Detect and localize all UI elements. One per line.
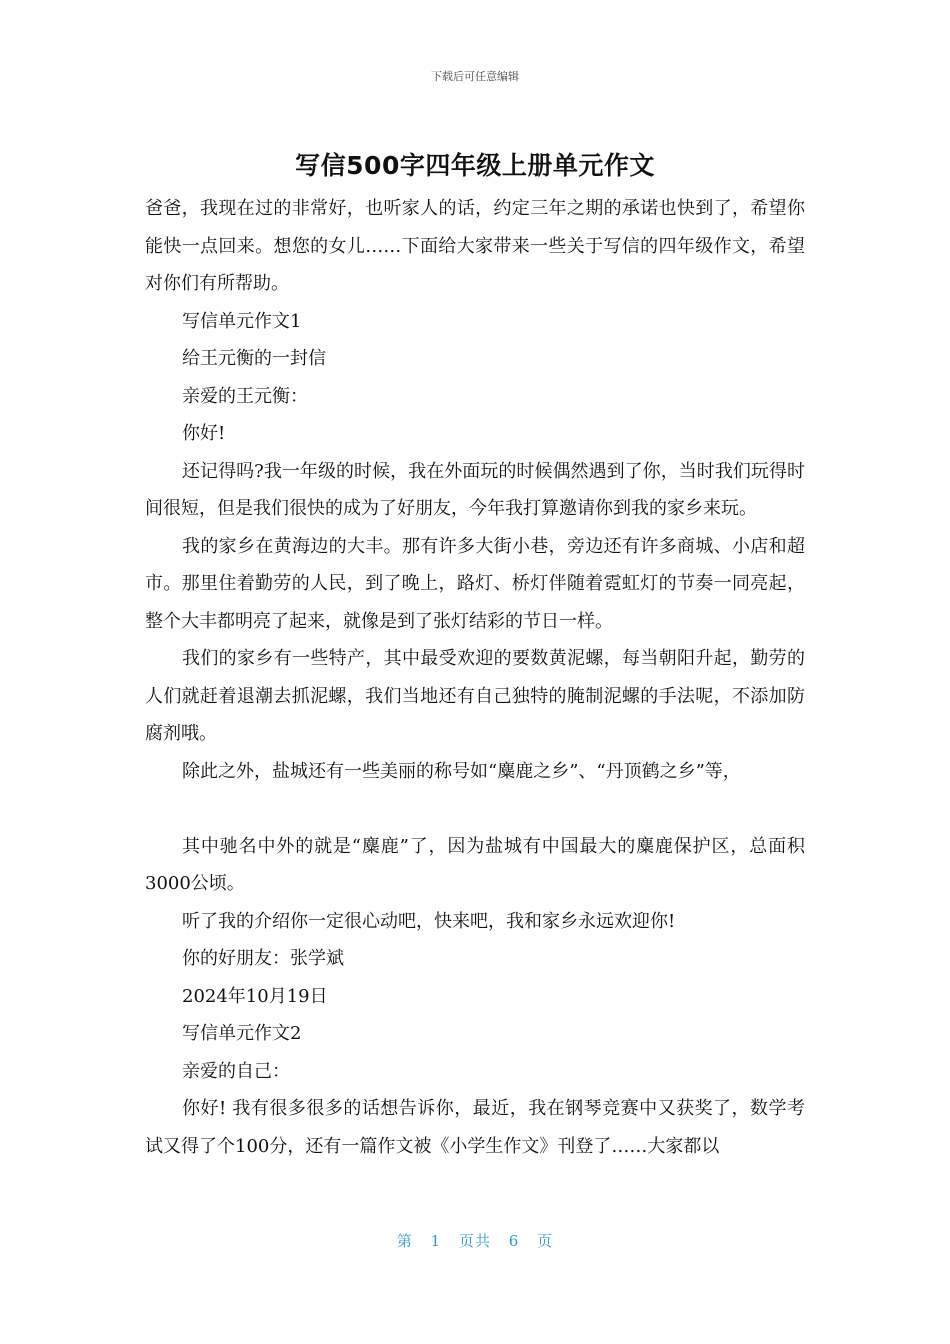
letter-salutation: 亲爱的自己：: [182, 1060, 290, 1082]
document-title: 写信500字四年级上册单元作文: [295, 151, 655, 180]
section-heading-2: 写信单元作文2: [182, 1023, 302, 1044]
letter-greeting: 你好!: [182, 423, 226, 444]
document-body: [145, 190, 805, 1165]
paragraph-intro: 爸爸，我现在过的非常好，也听家人的话，约定三年之期的承诺也快到了，希望你能快一点回来。想您的女儿……下面给大家带来一些关于写信的四年级作文，希望对你们有所帮助。: [145, 198, 805, 294]
letter-signature: 你的好朋友：张学斌: [182, 948, 344, 969]
paragraph: 其中驰名中外的就是“麋鹿”了，因为盐城有中国最大的麋鹿保护区，总面积3000公顷。: [145, 835, 805, 894]
blank-line: [145, 790, 805, 828]
page-footer: 第 1 页共 6 页: [396, 1232, 554, 1250]
paragraph: 你好! 我有很多很多的话想告诉你，最近，我在钢琴竞赛中又获奖了，数学考试又得了个100分，还有一篇作文被《小学生作文》刊登了……大家都以: [145, 1098, 805, 1157]
header-note: 下载后可任意编辑: [431, 70, 519, 83]
letter-salutation: 亲爱的王元衡：: [182, 385, 308, 407]
letter-title: 给王元衡的一封信: [182, 348, 326, 369]
paragraph: 除此之外，盐城还有一些美丽的称号如“麋鹿之乡”、“丹顶鹤之乡”等，: [182, 760, 741, 782]
paragraph: 还记得吗?我一年级的时候，我在外面玩的时候偶然遇到了你，当时我们玩得时间很短，但是我们很快的成为了好朋友，今年我打算邀请你到我的家乡来玩。: [145, 460, 805, 519]
letter-date: 2024年10月19日: [182, 985, 328, 1007]
paragraph: 我们的家乡有一些特产，其中最受欢迎的要数黄泥螺，每当朝阳升起，勤劳的人们就赶着退潮去抓泥螺，我们当地还有自己独特的腌制泥螺的手法呢，不添加防腐剂哦。: [145, 648, 805, 744]
section-heading-1: 写信单元作文1: [182, 310, 302, 332]
paragraph: 听了我的介绍你一定很心动吧，快来吧，我和家乡永远欢迎你!: [182, 910, 676, 932]
paragraph: 我的家乡在黄海边的大丰。那有许多大街小巷，旁边还有许多商城、小店和超市。那里住着勤劳的人民，到了晚上，路灯、桥灯伴随着霓虹灯的节奏一同亮起，整个大丰都明亮了起来，就像是到了张灯结彩的节日一样。: [145, 535, 805, 632]
